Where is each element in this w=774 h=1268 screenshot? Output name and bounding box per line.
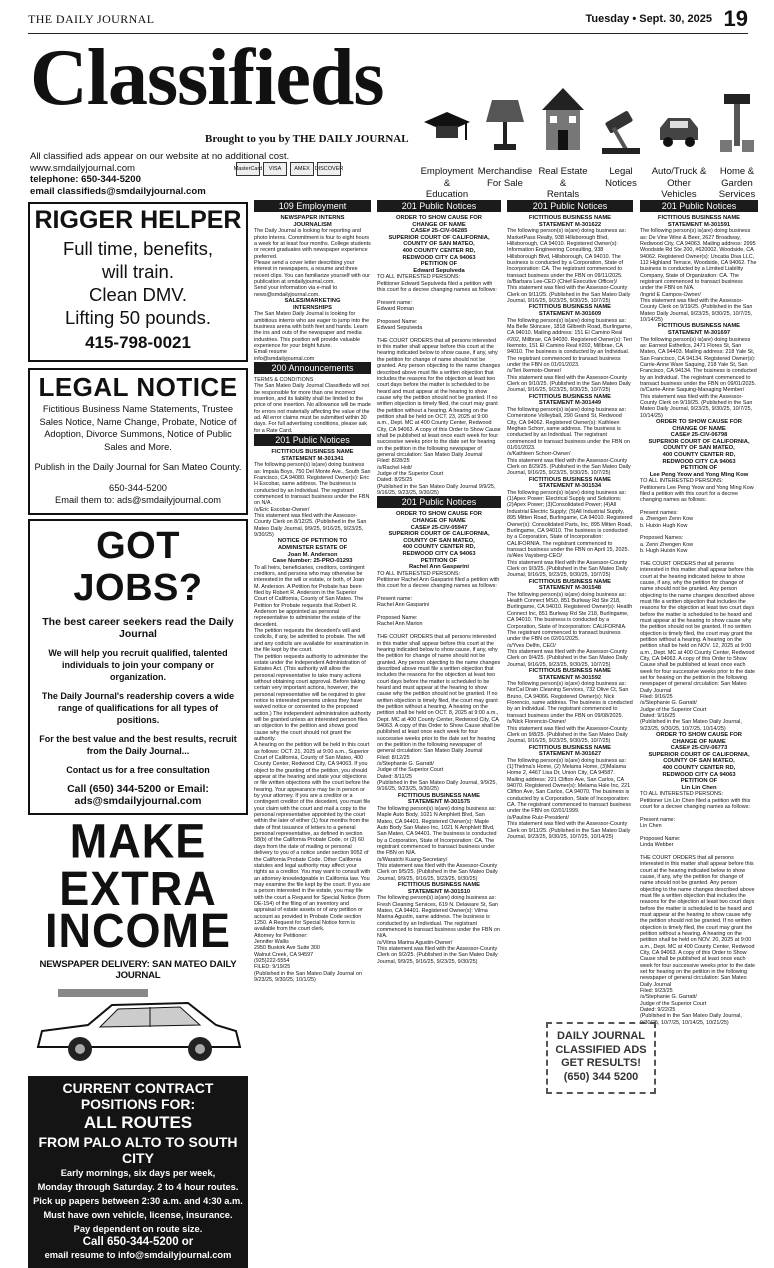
notice-heading: FICTITIOUS BUSINESS NAME STATEMENT M-301697 — [657, 323, 741, 336]
telephone[interactable]: telephone: 650-344-5200 — [30, 174, 141, 185]
email[interactable]: email classifieds@smdailyjournal.com — [30, 185, 206, 197]
category-label: Auto/Truck & Other Vehicles — [651, 166, 707, 200]
notice-heading: FICTITIOUS BUSINESS NAME STATEMENT M-301575 — [397, 792, 481, 806]
car-icon — [654, 60, 704, 160]
notice-heading: ORDER TO SHOW CAUSE FOR CHANGE OF NAME CASE# 25-CIV-05947 SUPERIOR COURT OF CALIFORNIA, COUNTY OF SAN MATEO, 400 COUNTY CENTER RD, REDWOOD CITY CA 94063 PETITION OF Rachel Ann Gasparini — [388, 511, 490, 571]
ad-title: GOT JOBS? — [73, 524, 203, 609]
category-label: Employment & Education — [420, 166, 474, 200]
ad-text: The Daily Journal's readership covers a wide range of qualifications for all types of positions. — [41, 690, 235, 725]
column-public-notices-1 — [377, 200, 501, 1128]
section-header: 201 Public Notices — [377, 200, 501, 212]
ad-line: Lifting 50 pounds. — [64, 307, 212, 328]
notice-body: To all heirs, beneficiaries, creditors, contingent creditors, and persons who may otherwise be interested in the will or estate, or both, of Joan M. Anderson. A Petition for Probate has been filed by Robert R. Anderson in the Superior Court of California, County of San Mateo. The Petition for Probate requests that Robert R. Anderson be appointed as personal representative to administer the estate of the decedent. The petition requests the decedent's will and codicils, if any, be admitted to probate. The will and any codicils are available for examination in the file kept by the court. The petition requests authority to administer the estate under the Independent Administration of Estates Act. (This authority will allow the personal representative to take many actions without obtaining court approval. Before taking certain very important actions, however, the personal representative will be required to give notice to interested persons unless they have waived notice or consented to the proposed action.) The independent administration authority will be granted unless an interested person files an objection to the petition and shows good cause why the court should not grant the authority. A hearing on the petition will be held in this court as follows: OCT. 21, 2025 at 9:00 a.m., Superior Court of California, County of San Mateo, 400 County Center, Redwood City, CA 94063. If you object to the granting of the petition, you should appear at the hearing and state your objections or file written objections with the court before the hearing. Your appearance may be in person or by your attorney. If you are a creditor or a contingent creditor of the decedent, you must file your claim with the court and mail a copy to the personal representative appointed by the court within the later of either (1) four months from the date of first issuance of letters to a general personal representative, as defined in section 58(b) of the California Probate Code, or (2) 60 days from the date of mailing or personal delivery to you of a notice under section 9052 of the California Probate Code. Other California statutes and legal authority may affect your rights as a creditor. You may want to consult with an attorney knowledgeable in California law. You may examine the file kept by the court. If you are a person interested in the estate, you may file with the court a Request for Special Notice (form DE-154) of the filing of an inventory and appraisal of estate assets or of any petition or account as provided in Probate Code section 1250. A Request for Special Notice form is available from the court clerk. Attorney for Petitioner: Jennifer Wallis 2950 Buskirk Ave Suite 300 Walnut Creek, CA 94597 (925)222-5554 FILED: 9/19/25 (Published in the San Mateo Daily Journal on 9/23/25, 9/30/25, 10/1/25) — [254, 564, 371, 984]
notice-body: TO ALL INTERESTED PERSONS: Petitioner Rachel Ann Gasparini filed a petition with this court for a decree changing names as follows: Present name: Rachel Ann Gasparini Proposed Name: Rachel Ann Marion THE COURT ORDERS that all persons interested in this matter shall appear before this court at the hearing indicated below to show cause, if any, why the petition for change of name should not be granted. Any person objecting to the name changes described above must file a written objection that includes the reasons for the objection at least two court days before the matter is scheduled to be heard and must appear at the hearing to show cause why the petition should not be granted. If no written objection is timely filed, the court may grant the petition without a hearing. A hearing on the petition shall be held on OCT. 8, 2025 at 9:00 a.m., Dept. MC at 400 County Center, Redwood City, CA 94063. A copy of this Order to Show Cause shall be published at least once each week for four successive weeks prior to the date set for hearing on the petition in the following newspaper of general circulation: San Mateo Daily Journal Filed: 8/12/25 /s/Stephanie G. Garratt/ Judge of the Superior Court Dated: 8/11/25 (Published in the San Mateo Daily Journal, 9/9/25, 9/16/25, 9/23/25, 9/30/25) — [377, 570, 501, 793]
box-heading: CURRENT CONTRACT POSITIONS FOR: — [62, 1079, 214, 1112]
notice-body: The following person(s) is(are) doing business as: De Vine Wine & Beer, 2627 Broadway, Redwood City, CA 94063. Mailing address: 2995 Woodside Rd Ste 200, #620002, Woodside, CA 94062. Registered Owner(s): Uncatia Diva LLC, 112 Highland Terrace, Woodside, CA 94062. The business is conducted by a Limited Liability Company, State of Organization: CA. The registrant commenced to transact business under the FBN on N/A. /Ingrid E Campos-Owner/ This statement was filed with the Assessor-County Clerk on 9/19/25. (Published in the San Mateo Daily Journal, 9/23/25, 9/30/25, 10/7/25, 10/14/25) — [640, 228, 757, 323]
category-legal[interactable] — [592, 60, 650, 189]
category-real-estate[interactable] — [534, 60, 592, 201]
notice-heading: FICTITIOUS BUSINESS NAME STATEMENT M-301548 — [528, 578, 612, 592]
box-text: Pay dependent on route size. — [73, 1223, 203, 1234]
category-home-garden[interactable] — [708, 60, 766, 201]
notice-heading: ORDER TO SHOW CAUSE FOR CHANGE OF NAME CASE# 25-CIV-06773 SUPERIOR COURT OF CALIFORNIA, COUNTY OF SAN MATEO, 400 COUNTY CENTER RD, REDWOOD CITY CA 94063 PETITION OF Lin Lin Chen — [648, 732, 750, 791]
ad-title: INCOME — [45, 902, 231, 958]
payment-cards — [233, 162, 344, 176]
section-title: Classifieds — [30, 34, 384, 122]
ad-text: Contact us for a free consultation — [66, 764, 210, 775]
classified-promo-box[interactable]: DAILY JOURNAL CLASSIFIED ADS GET RESULTS! (650) 344 5200 — [546, 1022, 656, 1094]
notice-heading: FICTITIOUS BUSINESS NAME STATEMENT M-301592 — [528, 667, 612, 681]
house-icon — [538, 60, 588, 160]
box-heading: FROM PALO ALTO TO SOUTH CITY — [38, 1133, 238, 1166]
issue-date: Tuesday • Sept. 30, 2025 — [585, 13, 712, 25]
ad-text: Fictitious Business Name Statements, Trustee Sales Notice, Name Change, Probate, Notice of Adoption, Divorce Summons, Notice of Public Sales and More. — [39, 404, 237, 452]
page-number: 19 — [723, 6, 748, 31]
ad-line: will train. — [102, 261, 174, 282]
notice-body: The following person(s) is(are) doing business as: Health Connect MSO, 851 Burlway Rd Ste 218, Burlingame, CA 94010. Registered Owner(s): Health Connect Inc, 851 Burlway Rd Ste 218, Burlingame, CA 94010. The business is conducted by a Corporation, State of Incorporation: CALIFORNIA. The registrant commenced to transact business under the FBN on 02/01/2025. /s/Yves Delfin, CEO/ This statement was filed with the Assessor-County Clerk on 9/4/25. (Published in the San Mateo Daily Journal, 9/16/25, 9/23/25, 9/30/25, 10/7/25) — [507, 591, 633, 668]
notice-body: The San Mateo Daily Journal is looking for ambitious interns who are eager to jump into the business arena with both feet and hands. Learn the ins and outs of the newspaper and media industries. This position will provide valuable experience for your bright future. Email resume info@smdailyjournal.com — [254, 311, 370, 362]
legal-notice-ad[interactable] — [28, 368, 248, 515]
notice-body: The following person(s) is(are) doing business as: (1)Apex Power: Electrical Supply and Solutions; (2)Apex Power; (3)Consolidated Power; (4)All Industrial Electric Supply; (5)All Industrial Supply, 895 Mitten Road, Burlingame, CA 94010. Registered Owner(s): Consolidated Parts, Inc, 895 Mitten Road, Burlingame, CA 94010. The business is conducted by a Corporation, State of Incorporation: CALIFORNIA. The registrant commenced to transact business under the FBN on April 15, 2025. /s/Alex Vaysberg-CEO/ This statement was filed with the Assessor-County Clerk on 9/3/25. (Published in the San Mateo Daily Journal, 9/16/25, 9/23/25, 9/30/25, 10/7/25) — [507, 489, 633, 579]
notice-body: The following person(s) is(are) doing business as: Ma Belle Skincare, 1818 Gilbreth Road, Burlingame, CA 94010. Mailing address: 151 El Camino Real #202, Millbrae, CA 94030. Registered Owner(s): Teri Ikemoto, 151 El Camino Real #202, Millbrae, CA 94010. The business is conducted by an Individual. The registrant commenced to transact business under the FBN on 01/01/2023. /s/Teri Ikemoto-Owner/ This statement was filed with the Assessor-County Clerk on 9/10/25. (Published in the San Mateo Daily Journal, 9/16/25, 9/23/25, 9/30/25, 10/7/25) — [507, 317, 632, 394]
notice-heading: FICTITIOUS BUSINESS NAME STATEMENT M-301534 — [528, 476, 612, 490]
column-public-notices-2 — [507, 200, 633, 1128]
rigger-helper-ad[interactable] — [28, 202, 248, 362]
notice-body: The Daily Journal is looking for reporting and photo interns. Commitment is four to eight hours a week for at least four months. College students or recent graduates with newspaper experience preferred. Please send a cover letter describing your interest in newspapers, a resume and three recent clips. You can familiarize yourself with our publication at smdailyjournal.com. Send your information via e-mail to news@smdailyjournal.com. — [254, 228, 371, 298]
notice-body: TO ALL INTERESTED PERSONS: Petitioner Edward Sepulveda filed a petition with this court for a decree changing names as follows: Present name: Edward Roman Proposed Name: Edward Sepulveda THE COURT ORDERS that all persons interested in this matter shall appear before this court at the hearing indicated below to show cause, if any, why the petition for change of name should not be granted. Any person objecting to the name changes described above must file a written objection that includes the reasons for the objection at least two court days before the matter is scheduled to be heard and must appear at the hearing to show cause why the petition should not be granted. If no written objection is timely filed, the court may grant the petition without a hearing. A hearing on the petition shall be held on OCT. 23, 2025 at 9:00 a.m., Dept. MC at 400 County Center, Redwood City, CA 94063. A copy of this Order to Show Cause shall be published at least once each week for four successive weeks prior to the date set for hearing on the petition in the following newspaper of general circulation: San Mateo Daily Journal Filed: 8/28/25 /s/Rachel Holt/ Judge of the Superior Court Dated: 8/25/25 (Published in the San Mateo Daily Journal 9/9/25, 9/16/25, 9/23/25, 9/30/25) — [377, 274, 501, 497]
category-label: Merchandise For Sale — [477, 166, 533, 189]
notice-heading: FICTITIOUS BUSINESS NAME STATEMENT M-301510 — [397, 882, 481, 895]
ad-text: For the best value and the best results, recruit from the Daily Journal... — [39, 733, 237, 756]
notice-body: The following person(s) is(are) doing business as: Fresh Cleaning Services, 619 N. Delaware St, San Mateo, CA 94401. Registered Owner(s): Vilma Marina Agustin, same address. The business is conducted by an Individual. The registrant commenced to transact business under the FBN on N/A. /s/Vilma Marina Agustin-Owner/ This statement was filed with the Assessor-County Clerk on 9/2/25. (Published in the San Mateo Daily Journal, 9/9/25, 9/16/25, 9/23/25, 9/30/25) — [377, 895, 500, 965]
section-header: 201 Public Notices — [507, 200, 633, 212]
notice-heading: FICTITIOUS BUSINESS NAME STATEMENT M-301622 — [528, 215, 612, 228]
contract-positions-box — [28, 1076, 248, 1268]
box-heading: ALL ROUTES — [83, 1112, 193, 1132]
box-text: Pick up papers between 2:30 a.m. and 4:30 a.m. — [33, 1195, 243, 1206]
ad-contact[interactable]: Call (650) 344-5200 or Email: ads@smdailyjournal.com — [67, 782, 209, 807]
box-text: Monday through Saturday. 2 to 4 hour routes. — [37, 1181, 239, 1192]
notice-body: The following person(s) is(are) doing business as: Maple Auto Body, 1021 N Amphlett Blvd, San Mateo, CA 94401. Registered Owner(s): Maple Auto Body San Mateo Inc, 1021 N Amphlett Blvd, San Mateo, CA 94401. The business is conducted by a Corporation, State of Incorporation: CA. The registrant commenced to transact business under the FBN on N/A. /s/Waratchi Kuang-Secretary/ This statement was filed with the Assessor-County Clerk on 9/5/25. (Published in the San Mateo Daily Journal, 9/9/25, 9/16/25, 9/23/25, 9/30/25) — [377, 805, 498, 882]
card-visa: VISA — [263, 162, 287, 176]
box-text: Must have own vehicle, license, insurance. — [43, 1209, 233, 1220]
notice-heading: NOTICE OF PETITION TO ADMINISTER ESTATE OF Joan M. Anderson Case Number: 25-PRO-01293 — [272, 538, 353, 565]
lamp-icon — [480, 60, 530, 160]
category-label: Legal Notices — [605, 166, 637, 189]
notice-body: The following person(s) is(are) doing business as: MarketPass Realty, 938 Hillsborough Blvd, Hillsborough, CA 94010. Registered Owner(s): Information Engineering Consulting, 938 Hillsborough Blvd, Hillsborough, CA 94010. The business is conducted by a Corporation, State of Incorporation: CA. The registrant commenced to transact business under the FBN on 09/11/2025. /s/Barbara Lee-CEO (Chief Executive Officer)/ This statement was filed with the Assessor-County Clerk on 9/11/25. (Published in the San Mateo Daily Journal, 9/16/25, 9/23/25, 9/30/25, 10/7/25) — [507, 228, 631, 304]
card-amex: AMEX — [290, 162, 314, 176]
notice-heading: ORDER TO SHOW CAUSE FOR CHANGE OF NAME CASE# 25-CIV-06285 SUPERIOR COURT OF CALIFORNIA, COUNTY OF SAN MATEO, 400 COUNTY CENTER RD, REDWOOD CITY CA 94063 PETITION OF Edward Sepulveda — [388, 215, 490, 274]
notice-heading: FICTITIOUS BUSINESS NAME STATEMENT M-301609 — [528, 304, 612, 317]
column-employment-announcements — [254, 200, 371, 1128]
ad-line: Full time, benefits, — [62, 238, 214, 259]
ad-title: RIGGER HELPER — [34, 206, 242, 234]
card-mastercard: MasterCard — [236, 162, 260, 176]
category-label: Real Estate & Rentals — [538, 166, 588, 200]
graduation-cap-icon — [422, 60, 472, 160]
notice-body: The following person(s) is(are) doing business as: Earnest Esthetics, 2471 Flores St, San Mateo, CA 94403. Mailing address: 218 Yale St, San Francisco, CA 94134. Registered Owner(s): Carrie-Anne Ware Saquing, 218 Yale St, San Francisco, CA 94134. The business is conducted by an Individual. The registrant commenced to transact business under the FBN on 09/01/2025. /s/Carrie-Anne Saquing-Managing Member/ This statement was filed with the Assessor-County Clerk on 9/19/25. (Published in the San Mateo Daily Journal, 9/23/25, 9/30/25, 10/7/25, 10/14/25) — [640, 336, 757, 419]
section-header: 200 Announcements — [254, 362, 371, 374]
display-ads-column — [28, 202, 248, 1268]
notice-body: TO ALL INTERESTED PERSONS: Petitioner Lin Lin Chen filed a petition with this court for a decree changing names as follows: Present name: Lin Chen Proposed Name: Linda Webber THE COURT ORDERS that all persons interested in this matter shall appear before this court at the hearing indicated below to show cause, if any, why the petition for change of name should not be granted. Any person objecting to the name changes described above must file a written objection that includes the reasons for the objection at least two court days before the matter is scheduled to be heard and must appear at the hearing to show cause why the petition should not be granted. If no written objection is timely filed, the court may grant the petition without a hearing. A hearing on the petition shall be held on NOV. 20, 2025 at 9:00 a.m., Dept. MC at 400 County Center, Redwood City, CA 94063. A copy of this Order to Show Cause shall be published at least once each week for four successive weeks prior to the date set for hearing on the petition in the following newspaper of general circulation: San Mateo Daily Journal Filed: 9/23/25 /s/Stephanie G. Garratt/ Judge of the Superior Court Dated: 9/22/25 (Published in the San Mateo Daily Journal, 9/30/25, 10/7/25, 10/14/25, 10/21/25) — [640, 791, 756, 1026]
ad-line: Clean DMV. — [88, 284, 188, 305]
section-header: 201 Public Notices — [377, 496, 501, 508]
category-label: Home & Garden Services — [718, 166, 756, 200]
notice-body: TO ALL INTERESTED PERSONS: Petitioners Lee Peng Yeow and Yong Ming Kow filed a petition with this court for a decree changing names as follows: Present names: a. Zhengen Zenn Kow b. Huixin Hugh Kow Proposed Names: a. Zenn Zhengen Kow b. Hugh Huixin Kow THE COURT ORDERS that all persons interested in this matter shall appear before this court at the hearing indicated below to show cause, if any, why the petition for change of name should not be granted. Any person objecting to the name changes described above must file a written objection that includes the reasons for the objection at least two court days before the matter is scheduled to be heard and must appear at the hearing to show cause why the petition should not be granted. If no written objection is timely filed, the court may grant the petition without a hearing. A hearing on the petition shall be held on NOV. 12, 2025 at 9:00 a.m., Dept. MC at 400 County Center, Redwood City, CA 94063. A copy of this Order to Show Cause shall be published at least once each week for four successive weeks prior to the date set for hearing on the petition in the following newspaper of general circulation: San Mateo Daily Journal Filed: 9/16/25 /s/Stephanie G. Garratt/ Judge of the Superior Court Dated: 9/16/25 (Published in the San Mateo Daily Journal, 9/23/25, 9/30/25, 10/7/25, 10/14/25) — [640, 478, 756, 732]
ad-title: LEGAL NOTICE — [38, 372, 238, 402]
notice-body: The following person(s) is(are) doing business as: NorCal Drain Cleaning Services, 732 Olive Ct, San Bruno, CA 94066. Registered Owner(s): Nick Florencio, same address. The business is conducted by an Individual. The registrant commenced to transact business under the FBN on 09/08/2025. /s/Nick Florencio-Owner/ This statement was filed with the Assessor-County Clerk on 9/8/25. (Published in the San Mateo Daily Journal, 9/16/25, 9/23/25, 9/30/25, 10/7/25) — [507, 681, 633, 745]
category-auto[interactable] — [650, 60, 708, 201]
ad-text: We will help you recruit qualified, talented individuals to join your company or organization. — [48, 647, 228, 682]
notice-heading: FICTITIOUS BUSINESS NAME STATEMENT M-301449 — [528, 393, 612, 407]
box-email[interactable]: email resume to info@smdailyjournal.com — [44, 1249, 232, 1260]
section-header: 109 Employment — [254, 200, 371, 212]
notice-body: The following person(s) is(are) doing business as: (1)Thelma's Home, (2) Melama Home, (3)Malama Home 2, 4467 Lisa Dr, Union City, CA 94587. Mailing address: 221 Clifton Ave, San Carlos, CA 94070. Registered Owner(s): Melama Hale Inc, 221 Clifton Ave, San Carlos, CA 94070. The business is conducted by a Corporation, State of Incorporation: CA. The registrant commenced to transact business under the FBN on 02/01/1999. /s/Pauline Ruiz-President/ This statement was filed with the Assessor-County Clerk on 9/11/25. (Published in the San Mateo Daily Journal, 9/23/25, 9/30/25, 10/7/25, 10/14/25) — [507, 757, 631, 840]
category-merchandise[interactable] — [476, 60, 534, 189]
ad-phone[interactable]: 650-344-5200 — [109, 482, 167, 493]
ad-phone[interactable]: 415-798-0021 — [85, 333, 191, 352]
notice-heading: SALES/MARKETING INTERNSHIPS — [284, 297, 341, 311]
ad-subtitle: NEWSPAPER DELIVERY: SAN MATEO DAILY JOURNAL — [39, 958, 237, 981]
gavel-icon — [596, 60, 646, 160]
notice-heading: ORDER TO SHOW CAUSE FOR CHANGE OF NAME CASE# 25-CIV-06798 SUPERIOR COURT OF CALIFORNIA, COUNTY OF SAN MATEO, 400 COUNTY CENTER RD, REDWOOD CITY CA 94063 PETITION OF Lee Peng Yeow and Yong Ming Kow — [648, 419, 750, 478]
box-text: Early mornings, six days per week, — [60, 1167, 216, 1178]
ad-text: Publish in the Daily Journal for San Mateo County. — [34, 462, 242, 472]
notice-heading: NEWSPAPER INTERNS JOURNALISM — [280, 215, 345, 228]
section-header: 201 Public Notices — [254, 434, 371, 446]
make-extra-income-ad[interactable] — [28, 812, 248, 1268]
notice-heading: FICTITIOUS BUSINESS NAME STATEMENT M-301591 — [657, 215, 741, 228]
box-phone[interactable]: Call 650-344-5200 or — [82, 1235, 194, 1248]
ad-title: MAKE EXTRA — [59, 812, 217, 916]
info-line: All classified ads appear on our website at no additional cost. www.smdailyjournal.com — [30, 151, 290, 174]
notice-body: The following person(s) is(are) doing business as: Cornerstone Volleyball, 290 Grand St, Redwood City, CA 94062. Registered Owner(s): Kathleen Meghan Schorr, same address. The business is conducted by an Individual. The registrant commenced to transact business under the FBN on 01/01/2023. /s/Kathleen Schorr-Owner/ This statement was filed with the Assessor-County Clerk on 8/29/25. (Published in the San Mateo Daily Journal, 9/16/25, 9/23/25, 9/30/25, 10/7/25) — [507, 406, 631, 477]
notice-body: TERMS & CONDITIONS The San Mateo Daily Journal Classifieds will not be responsible for more than one incorrect insertion, and its liability shall be limited to the price of one insertion. No allowance will be made for errors not materially affecting the value of the ad. All error claims must be submitted within 30 days. For full advertising conditions, please ask for a Rate Card. — [254, 376, 371, 434]
tools-icon — [712, 60, 762, 160]
got-jobs-ad[interactable] — [28, 519, 248, 815]
category-employment[interactable] — [418, 60, 476, 201]
column-public-notices-3 — [640, 200, 758, 1128]
paper-name: THE DAILY JOURNAL — [28, 12, 155, 26]
notice-heading: FICTITIOUS BUSINESS NAME STATEMENT M-301627 — [528, 744, 612, 758]
car-icon — [28, 985, 248, 1067]
page-header — [28, 8, 748, 34]
brought-by: Brought to you by THE DAILY JOURNAL — [205, 133, 409, 145]
notice-body: The following person(s) is(are) doing business as: Impala Boys, 750 Del Monte Ave., South San Francisco, CA 94080. Registered Owner(s): Eric H Escobar, same address. The business is conducted by an Individual. The registrant commenced to transact business under the FBN on N/A. /s/Eric Escobar-Owner/ This statement was filed with the Assessor-County Clerk on 8/12/25. (Published in the San Mateo Daily Journal, 9/9/25, 9/16/25, 9/23/25, 9/30/25) — [254, 462, 371, 538]
ad-subtitle: The best career seekers read the Daily Journal — [42, 615, 234, 640]
card-discover: DISCOVER — [317, 162, 341, 176]
ad-email[interactable]: Email them to: ads@smdailyjournal.com — [55, 495, 221, 505]
section-header: 201 Public Notices — [640, 200, 758, 212]
notice-heading: FICTITIOUS BUSINESS NAME STATEMENT M-301341 — [271, 449, 354, 462]
